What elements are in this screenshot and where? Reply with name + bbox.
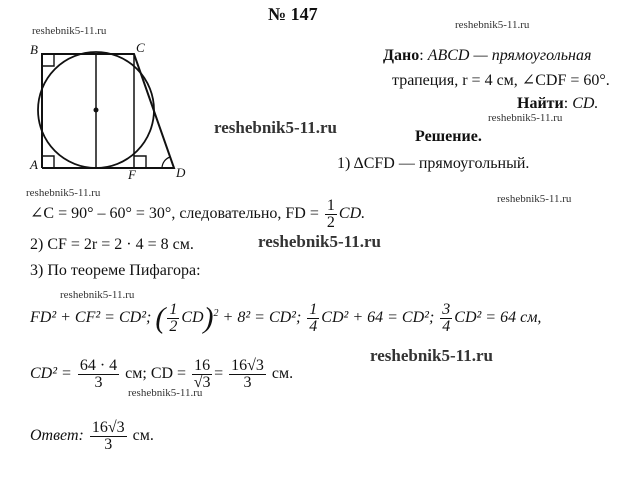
watermark: reshebnik5-11.ru [214, 118, 337, 137]
solution-heading: Решение. [415, 128, 482, 145]
answer-unit: см. [132, 427, 154, 445]
cd-unit: см. [271, 365, 294, 383]
watermark: reshebnik5-11.ru [370, 346, 493, 365]
trapezoid-figure [24, 38, 194, 180]
given-text-1: ABCD — прямоугольная [427, 47, 592, 64]
watermark: reshebnik5-11.ru [60, 289, 135, 301]
pythagoras-line: FD² + CF² = CD²; ( $\frac{1}{2}$ CD)$^2$ + 8² = CD²; $\frac{1}{4}$ CD² + 64 = CD²; $\frac{3}{4}$ CD² = 64 см, [30, 301, 542, 335]
watermark: reshebnik5-11.ru [488, 112, 563, 124]
given-label: Дано [383, 47, 420, 64]
vertex-label-d: D [176, 165, 186, 180]
watermark: reshebnik5-11.ru [258, 232, 381, 251]
half-fraction: $\frac{1}{2}$ [326, 197, 335, 231]
given-line-2: трапеция, r = 4 см, ∠CDF = 60°. [392, 72, 610, 89]
cd-line [30, 358, 293, 391]
solution-step-1: 1) ΔCFD — прямоугольный. [337, 155, 530, 172]
problem-number: № 147 [268, 4, 318, 24]
pyth-d: CD² = 64 см, [454, 309, 542, 327]
watermark: reshebnik5-11.ru [128, 387, 203, 399]
cd-fraction-1: $\frac{64 \cdot 4}{3}$ [79, 357, 118, 391]
vertex-label-a: A [30, 157, 38, 172]
watermark: reshebnik5-11.ru [32, 25, 107, 37]
answer-line [30, 420, 154, 453]
find-line: Найти: CD. [517, 95, 599, 112]
angle-line-start: ∠C = 90° – 60° = 30°, следовательно, FD = [30, 205, 319, 223]
cd-mid: см; CD = [125, 365, 187, 383]
cd-sq-start: CD² = [30, 365, 72, 383]
answer-fraction: $\frac{16√3}{3}$ [91, 419, 125, 453]
right-angle-a [42, 156, 54, 168]
watermark: reshebnik5-11.ru [26, 187, 101, 199]
given-line-1: Дано: ABCD — прямоугольная [383, 47, 592, 64]
three-quarter-fraction: $\frac{3}{4}$ [442, 301, 451, 335]
angle-line-end: CD. [338, 205, 366, 223]
cd-equals: = [214, 365, 224, 383]
pyth-a: FD² + CF² = CD²; [30, 309, 152, 327]
find-label: Найти [517, 95, 564, 112]
watermark: reshebnik5-11.ru [455, 19, 530, 31]
angle-line [30, 198, 365, 231]
vertex-label-f: F [128, 167, 136, 182]
watermark: reshebnik5-11.ru [497, 193, 572, 205]
pyth-b: + 8² = CD²; [222, 309, 302, 327]
vertex-label-b: B [30, 42, 38, 57]
cd-fraction-2: $\frac{16}{√3}$ [193, 357, 211, 391]
circle-center [94, 108, 99, 113]
find-value: CD. [572, 95, 599, 112]
pyth-c: CD² + 64 = CD²; [321, 309, 435, 327]
solution-step-2: 2) CF = 2r = 2 · 4 = 8 см. [30, 236, 194, 253]
vertex-label-c: C [136, 40, 145, 55]
cd-fraction-3: $\frac{16√3}{3}$ [231, 357, 264, 391]
right-angle-b [42, 54, 54, 66]
solution-step-3: 3) По теореме Пифагора: [30, 262, 201, 279]
quarter-fraction: $\frac{1}{4}$ [309, 301, 318, 335]
answer-label: Ответ: [30, 427, 84, 445]
angle-arc-d [162, 157, 170, 168]
paren-half-fraction: $\frac{1}{2}$ [169, 301, 178, 335]
